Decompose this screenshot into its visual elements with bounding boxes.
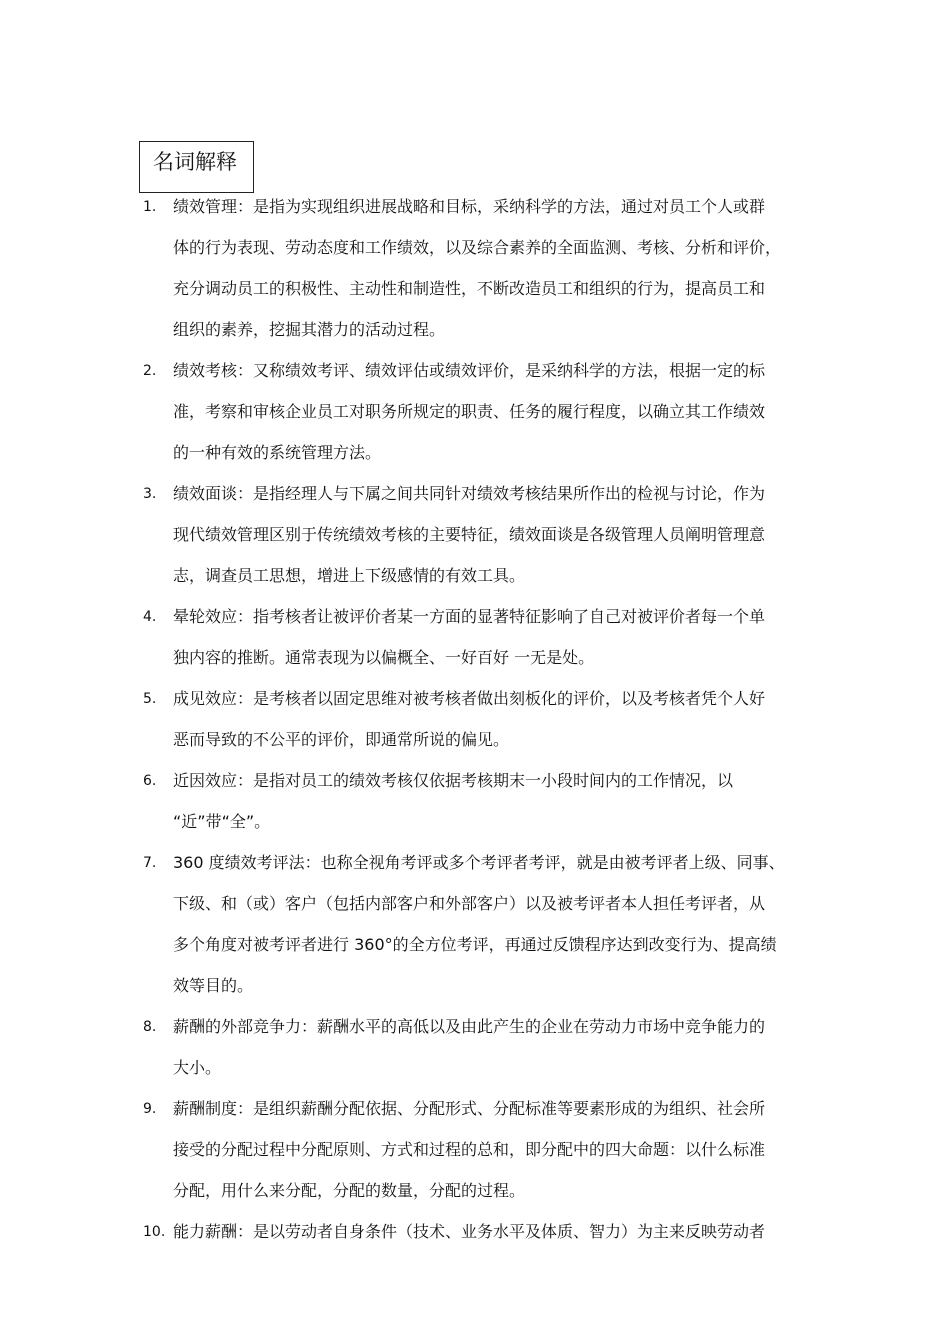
definition-text	[173, 357, 833, 480]
definition-line: 薪酬的外部竞争力：薪酬水平的高低以及由此产生的企业在劳动力市场中竞争能力的	[173, 1017, 766, 1036]
definition-line: 下级、和（或）客户（包括内部客户和外部客户）以及被考评者本人担任考评者，从	[173, 894, 766, 913]
definition-line: 绩效面谈：是指经理人与下属之间共同针对绩效考核结果所作出的检视与讨论，作为	[173, 484, 766, 503]
definition-line: 大小。	[173, 1058, 222, 1077]
definition-line: 志，调查员工思想，增进上下级感情的有效工具。	[173, 566, 526, 585]
definition-line: 能力薪酬：是以劳动者自身条件（技术、业务水平及体质、智力）为主来反映劳动者	[173, 1222, 766, 1241]
definition-text	[173, 1218, 833, 1259]
definition-number: 8.	[143, 1019, 157, 1035]
definition-number: 7.	[143, 855, 157, 871]
definition-line: 组织的素养，挖掘其潜力的活动过程。	[173, 320, 446, 339]
definition-line: 多个角度对被考评者进行 360°的全方位考评，再通过反馈程序达到改变行为、提高绩	[173, 935, 777, 954]
definition-text	[173, 849, 833, 1013]
definition-line: 360 度绩效考评法：也称全视角考评或多个考评者考评，就是由被考评者上级、同事、	[173, 853, 785, 872]
definition-line: 准，考察和审核企业员工对职务所规定的职责、任务的履行程度，以确立其工作绩效	[173, 402, 766, 421]
definition-number: 9.	[143, 1101, 157, 1117]
definition-number: 10.	[143, 1224, 166, 1240]
definition-line: 绩效考核：又称绩效考评、绩效评估或绩效评价，是采纳科学的方法，根据一定的标	[173, 361, 766, 380]
definition-number: 6.	[143, 773, 157, 789]
definition-line: 薪酬制度：是组织薪酬分配依据、分配形式、分配标准等要素形成的为组织、社会所	[173, 1099, 766, 1118]
definition-line: 体的行为表现、劳动态度和工作绩效，以及综合素养的全面监测、考核、分析和评价，	[173, 238, 782, 257]
definition-line: 接受的分配过程中分配原则、方式和过程的总和，即分配中的四大命题：以什么标准	[173, 1140, 766, 1159]
definition-line: 分配，用什么来分配，分配的数量，分配的过程。	[173, 1181, 526, 1200]
definition-line: 现代绩效管理区别于传统绩效考核的主要特征，绩效面谈是各级管理人员阐明管理意	[173, 525, 766, 544]
definition-text	[173, 1095, 833, 1218]
definition-line: 晕轮效应：指考核者让被评价者某一方面的显著特征影响了自己对被评价者每一个单	[173, 607, 766, 626]
definition-line: “近”带“全”。	[173, 812, 271, 831]
definition-text	[173, 767, 833, 849]
section-title: 名词解释	[153, 150, 237, 174]
definition-line: 恶而导致的不公平的评价，即通常所说的偏见。	[173, 730, 510, 749]
definition-line: 绩效管理：是指为实现组织进展战略和目标，采纳科学的方法，通过对员工个人或群	[173, 197, 766, 216]
definition-number: 2.	[143, 363, 157, 379]
definition-number: 4.	[143, 609, 157, 625]
definition-number: 3.	[143, 486, 157, 502]
definition-line: 充分调动员工的积极性、主动性和制造性，不断改造员工和组织的行为，提高员工和	[173, 279, 766, 298]
definition-line: 成见效应：是考核者以固定思维对被考核者做出刻板化的评价，以及考核者凭个人好	[173, 689, 766, 708]
definition-text	[173, 603, 833, 685]
definition-line: 近因效应：是指对员工的绩效考核仅依据考核期末一小段时间内的工作情况，以	[173, 771, 734, 790]
definition-line: 的一种有效的系统管理方法。	[173, 443, 382, 462]
section-title-box	[139, 141, 254, 193]
definition-number: 1.	[143, 199, 157, 215]
definition-text	[173, 685, 833, 767]
definition-line: 效等目的。	[173, 976, 254, 995]
definition-text	[173, 1013, 833, 1095]
definition-number: 5.	[143, 691, 157, 707]
definition-line: 独内容的推断。通常表现为以偏概全、一好百好 一无是处。	[173, 648, 595, 667]
definition-text	[173, 480, 833, 603]
definition-text	[173, 193, 833, 357]
